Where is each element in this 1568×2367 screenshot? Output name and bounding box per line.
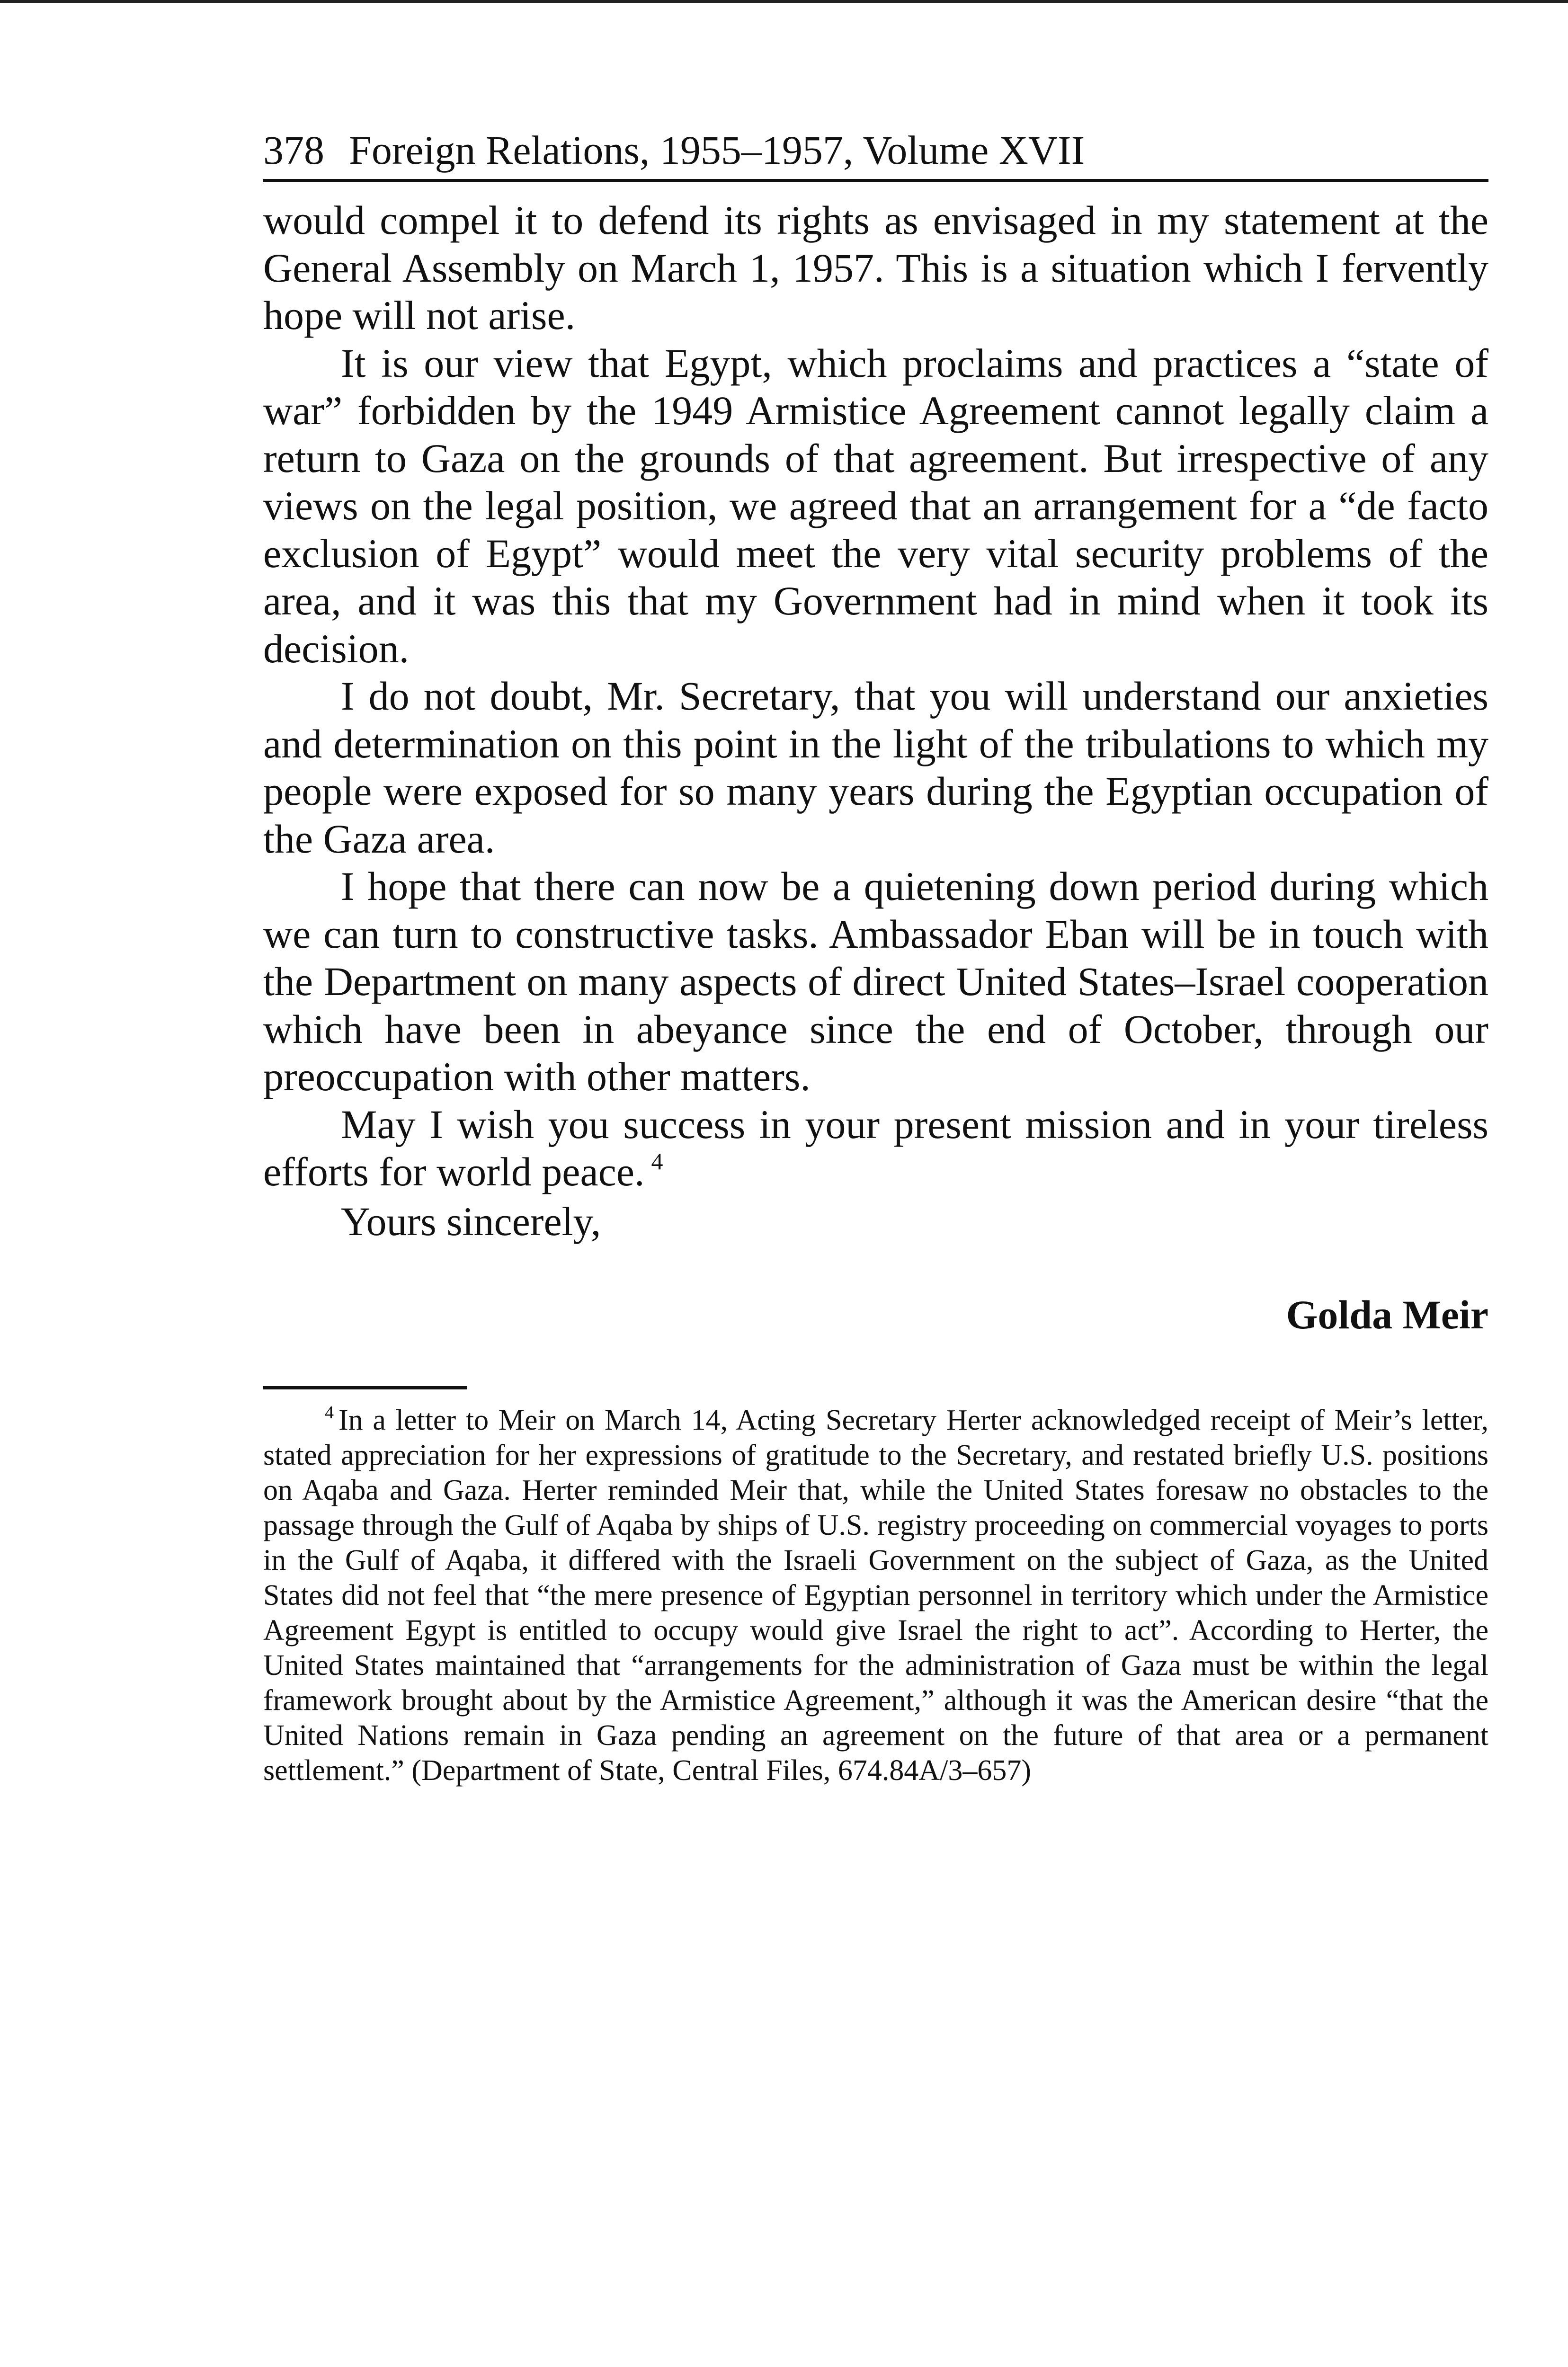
scan-top-edge (0, 0, 1568, 3)
running-head-title: Foreign Relations, 1955–1957, Volume XVII (349, 127, 1085, 173)
letter-body (263, 196, 1488, 1196)
footnote-marker: 4 (325, 1403, 334, 1423)
footnote-4 (263, 1403, 1488, 1788)
signature: Golda Meir (1286, 1292, 1488, 1337)
page-number: 378 (263, 127, 324, 173)
footnote-reference: 4 (651, 1148, 663, 1175)
paragraph-5 (263, 1101, 1488, 1196)
paragraph-5-text: May I wish you success in your present mission and in your tireless efforts for world peace. (263, 1101, 1488, 1194)
paragraph-4: I hope that there can now be a quietening down period during which we can turn to constructive tasks. Ambassador Eban will be in touch with the Department on many aspects of direct United States–Israel cooperation which have been in abeyance since the end of October, through our preoccupation with other matters. (263, 863, 1488, 1099)
closing-salutation: Yours sincerely, (341, 1198, 601, 1244)
paragraph-2: It is our view that Egypt, which proclaims and practices a “state of war” forbidden by the 1949 Armistice Agreement cannot legally claim a return to Gaza on the grounds of that agreement. But irrespective of any views on the legal position, we agreed that an arrangement for a “de facto exclusion of Egypt” would meet the very vital security problems of the area, and it was this that my Government had in mind when it took its decision. (263, 340, 1488, 671)
paragraph-3: I do not doubt, Mr. Secretary, that you will understand our anxieties and determination on this point in the light of the tribulations to which my people were exposed for so many years during the Egyptian occupation of the Gaza area. (263, 673, 1488, 862)
running-head (263, 124, 1488, 182)
paragraph-1: would compel it to defend its rights as envisaged in my statement at the General Assembly on March 1, 1957. This is a situation which I fervently hope will not arise. (263, 197, 1488, 338)
document-page (263, 124, 1488, 1788)
footnote-text: In a letter to Meir on March 14, Acting Secretary Herter acknowledged receipt of Meir’s letter, stated appreciation for her expressions of gratitude to the Secretary, and restated briefly U.S. positions on Aqaba and Gaza. Herter reminded Meir that, while the United States foresaw no obstacles to the passage through the Gulf of Aqaba by ships of U.S. registry proceeding on commercial voyages to ports in the Gulf of Aqaba, it differed with the Israeli Government on the subject of Gaza, as the United States did not feel that “the mere presence of Egyptian personnel in territory which under the Armistice Agreement Egypt is entitled to occupy would give Israel the right to act”. According to Herter, the United States maintained that “arrangements for the administration of Gaza must be within the legal framework brought about by the Armistice Agreement,” although it was the American desire “that the United Nations remain in Gaza pending an agreement on the future of that area or a permanent settlement.” (Department of State, Central Files, 674.84A/3–657) (263, 1404, 1488, 1787)
footnote-divider (263, 1386, 467, 1389)
